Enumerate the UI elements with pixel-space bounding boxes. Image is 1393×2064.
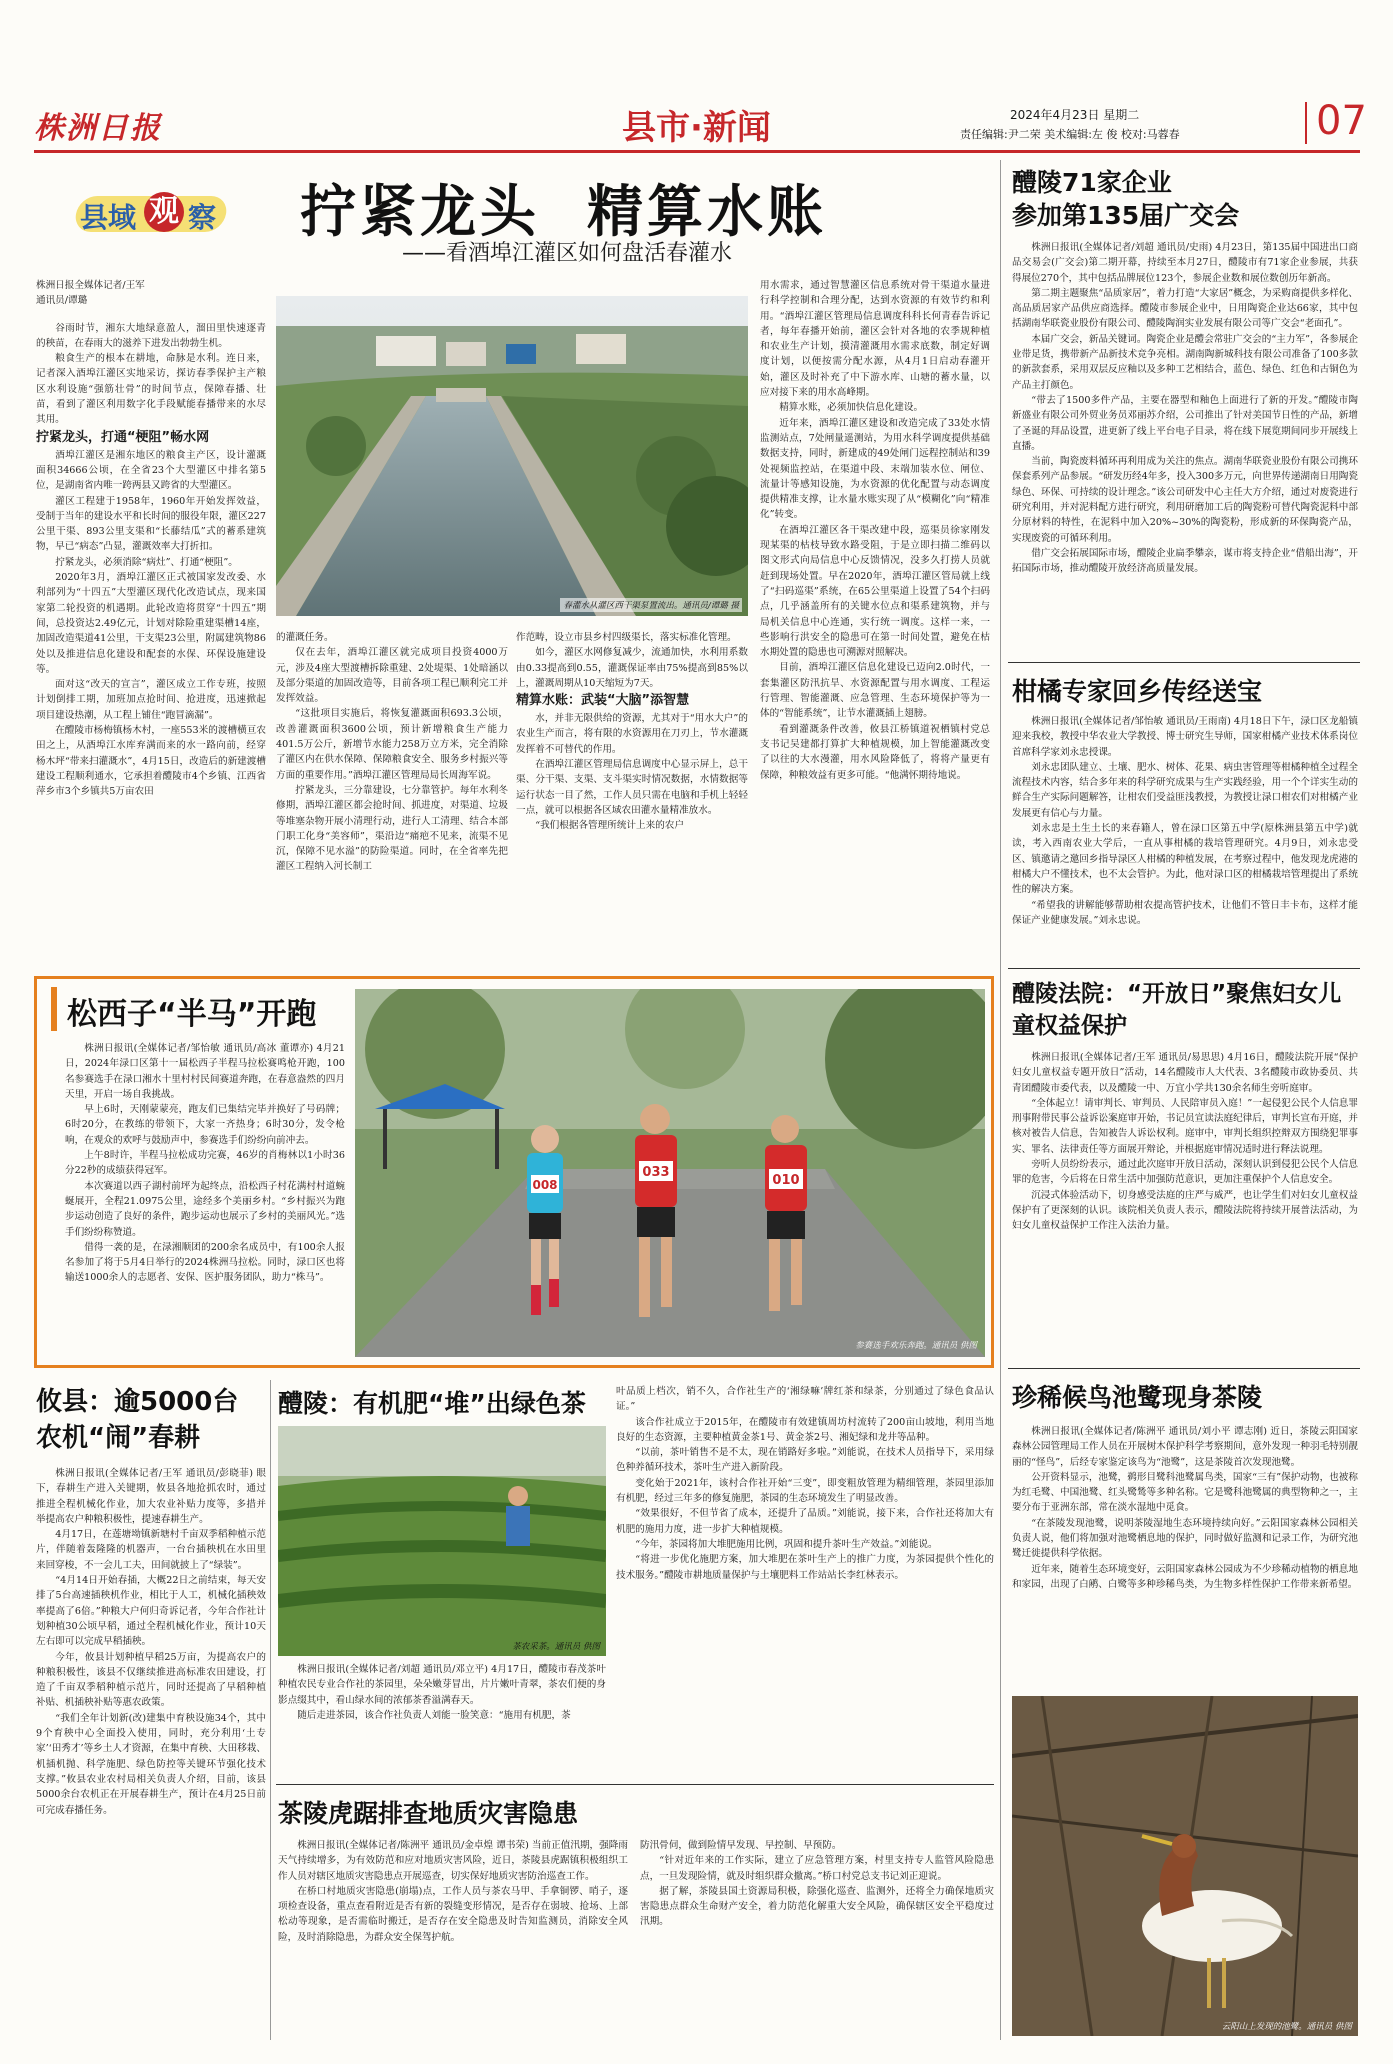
cantonfair-para: “带去了1500多件产品，主要在器型和釉色上面进行了新的开发。”醴陵市陶新盛业有限公司外贸业务员邓丽苏介绍，公司推出了针对美国节日性的产品，新增了圣诞的拜品设置，进更新了线上平台电子目录，将在线下展览期间同步开展线上直播。 [1012,394,1358,452]
lead-para: 近年来，酒埠江灌区建设和改造完成了33处水情监测站点，7处闸量遥测站，为用水科学调度提供基础数据支持，同时，新建成的49处闸门远程控制站和39处视频监控站，在渠道中段、末端加装水位、闸位、流量计等感知设施，为水资源的优化配置与动态调度提供精准支撑，让水量水账实现了从“模糊化”向“精准化”转变。 [760,417,990,521]
section-title [622,100,771,149]
masthead-rule [34,150,1360,153]
court-para: 株洲日报讯(全媒体记者/王军 通讯员/易思思) 4月16日，醴陵法院开展“保护妇女儿童权益专题开放日”活动，14名醴陵市人大代表、3名醴陵市政协委员、共青团醴陵市委代表，以及醴陵一中、万宜小学共130余名师生旁听庭审。 [1012,1052,1358,1094]
egret-para: “在茶陵发现池鹭，说明茶陵湿地生态环境持续向好。”云阳国家森林公园相关负责人说，他们将加强对池鹭栖息地的保护，同时做好监测和记录工作，为研究池鹭迁徙提供科学依据。 [1012,1517,1358,1560]
tea-photo [278,1426,606,1656]
chaling-para: 在桥口村地质灾害隐患(崩塌)点，工作人员与茶农马甲、手拿铜锣、哨子，逐项检查设备，重点查看附近是否有新的裂缝变形情况，是否存在弱坡、抢场、上部松动等现象，是否需临时搬迁，是否存在安全隐患及时告知监测员，消除安全风险，及时消除隐患，为群众安全保驾护航。 [278,1885,628,1943]
egret-para: 株洲日报讯(全媒体记者/陈洲平 通讯员/刘小平 谭志刚) 近日，茶陵云阳国家森林公园管理局工作人员在开展树木保护科学考察期间，意外发现一种羽毛特别靓丽的“怪鸟”，后经专家鉴定该鸟为“池鹭”，这是茶陵首次发现池鹭。 [1012,1426,1358,1468]
tea-para: 随后走进茶园，该合作社负责人刘能一脸笑意：“施用有机肥，茶 [297,1709,571,1721]
marathon-photo [355,989,985,1357]
lead-para: 在醴陵市杨梅镇杨木村，一座553米的渡槽横亘农田之上，从酒埠江水库弃满而来的水一路向前，经穿杨木坪“带来扫灌溉水”，4月15日，改造后的新建渡槽建设工程顺利通水，它承担着醴陵市4个乡镇、江西省萍乡市3个乡镇共5万亩农田 [36,725,266,798]
tea-para: “以前，茶叶销售不是不太，现在销路好多啦。”刘能说，在技术人员指导下，采用绿色种养循环技术，茶叶生产进入新阶段。 [616,1447,994,1474]
lead-para: 仅在去年，酒埠江灌区就完成项目投资4000万元，涉及4座大型渡槽拆除重建、2处堤渠、1处暗涵以及部分渠道的加固改造等，目前各项工程已顺利完工并发挥效益。 [276,647,508,705]
tea-para: “今年，茶园将加大堆肥施用比例，巩固和提升茶叶生产效益。”刘能说。 [635,1538,938,1550]
egret-headline: 珍稀候鸟池鹭现身茶陵 [1012,1383,1263,1412]
tea-para: 该合作社成立于2015年，在醴陵市有效建镇周坊村流转了200亩山坡地，利用当地良好的生态资源，主要种植黄金茶1号、黄金茶2号、湘妃绿和龙井等品种。 [616,1416,994,1443]
marathon-body [65,1041,345,1363]
lead-subtitle: ——看酒埠江灌区如何盘活春灌水 [402,241,733,266]
section-label: 县市·新闻 [622,108,771,148]
bib-number: 008 [532,1178,558,1192]
tea-para: 株洲日报讯(全媒体记者/刘超 通讯员/邓立平) 4月17日，醴陵市春茂茶叶种植农民专业合作社的茶园里，朵朵嫩芽冒出，片片嫩叶青翠，茶农们便的身影点缀其中，看山绿水间的浓郁茶香溢满春天。 [278,1664,606,1706]
tea-para: “将进一步优化施肥方案，加大堆肥在茶叶生产上的推广力度，为茶园提供个性化的技术服务。”醴陵市耕地质量保护与土壤肥料工作站站长李红林表示。 [616,1554,994,1581]
lead-para: 2020年3月，酒埠江灌区正式被国家发改委、水利部列为“十四五”大型灌区现代化改造试点，现来国家第二轮投资的机遇期。此轮改造将贯穿“十四五”期间，总投资达2.49亿元，计划对除险重建渠槽14座，加固改造渠道41公里，干支渠23公里，附属建筑物86处以及推进信息化建设和配套的水保、环保设施建设等。 [36,572,266,675]
citrus-para: 刘永忠团队建立、土壤、肥水、树体、花果、病虫害管理等柑橘种植全过程全流程技术内容，结合多年来的科学研究成果与生产实践经验，用一个个详实生动的鲜合生产实际问题解答，让柑农们受益匪浅教授，为教授让渌口柑农们对柑橘产业发展更有信心与力量。 [1012,761,1358,819]
lead-para: 看到灌溉条件改善，攸县江桥镇道祝栖镇村党总支书记吴建都打算扩大种植规模，加上智能灌溉改变了以往的大水漫灌，用水风险降低了，将将产量更有保障，种粮效益有更多可能。“他满怀期待地说。 [760,723,990,781]
tea-para: 叶品质上档次，销不久，合作社生产的‘湘绿嘛’牌红茶和绿茶，分别通过了绿色食品认证。” [616,1386,994,1413]
lead-para: 精算水账，必须加快信息化建设。 [779,402,924,414]
lead-para: 作范畴，设立市县乡村四级渠长，落实标准化管理。 [516,632,737,643]
runners-illustration [355,989,985,1357]
newspaper-logo: 株洲日报 [34,111,162,146]
cantonfair-body [1012,240,1358,660]
lead-para: “我们根据各管理所统计上来的农户 [535,820,684,832]
egret-photo-caption: 云阳山上发现的池鹭。通讯员 供图 [1221,2022,1352,2032]
lead-para: 拧紧龙头，必须消除“病灶”、打通“梗阻”。 [55,556,238,568]
cantonfair-para: 本届广交会，新品关键词。陶瓷企业是醴会常驻广交会的“主力军”，各参展企业带足货，携带新产品新技术竞争亮相。湖南陶新城科技有限公司准备了100多款的新款套系，采用双层反应釉以及多种工艺相结合，蓝色、绿色、红色和古铜色为产品主打颜色。 [1012,333,1358,391]
marathon-para: 本次赛道以西子湖村前坪为起终点，沿松西子村花满村村道蜿蜒展开，全程21.0975公里，途经多个美丽乡村。“乡村振兴为跑步运动创造了良好的条件，跑步运动也展示了乡村的美丽风光。”选手们纷纷称赞道。 [65,1180,345,1238]
lead-para: 拧紧龙头，三分靠建设，七分靠管护。每年水利冬修期，酒埠江灌区都会抢时间、抓进度，对渠道、垃圾等堆塞杂物开展小清理行动，进行人工清理、结合本部门职工化身“美容师”，渠沿边“痛疤不见来，流渠不见沉，保障不见水溢”的防险渠道。同时，在全省率先把灌区工程纳入河长制工 [276,784,508,873]
cantonfair-headline: 醴陵71家企业 参加第135届广交会 [1012,168,1240,230]
lead-column-2 [276,630,508,965]
youxian-para: “我们全年计划新(改)建集中育秧设施34个，其中9个育秧中心全面投入使用，同时，充分利用‘土专家’‘田秀才’等乡土人才资源，在集中育秧、大田移栽、机插机抛、科学施肥、绿色防控等关键环节强化技术支撑。”攸县农业农村局相关负责人介绍，目前，该县5000余台农机正在开展春耕生产，预计在4月25日前可完成春播任务。 [36,1712,266,1816]
lead-para: 谷雨时节，湘东大地绿意盈人，溜田里快速逐青的秧苗，在春雨大的滋养下进发出勃勃生机。 [36,322,266,349]
lead-para: 水，并非无限供给的资源，尤其对于“用水大户”的农业生产而言，将有限的水资源用在刀刃上，节水灌溉发挥着不可替代的作用。 [516,713,748,755]
court-headline: 醴陵法院：“开放日”聚焦妇女儿童权益保护 [1012,981,1342,1039]
lead-para: 酒埠江灌区是湘东地区的粮食主产区，设计灌溉面积34666公顷，在全省23个大型灌区中排名第5位，是湖南省内唯一跨两县又跨省的大型灌区。 [36,449,266,492]
egret-photo [1012,1696,1358,2036]
tea-para: “效果很好，不但节省了成本，还提升了品质。”刘能说，接下来，合作社还将加大有机肥的施用力度，进一步扩大种植规模。 [616,1508,994,1535]
citrus-para: “希望我的讲解能够帮助柑农提高管护技术，让他们不管日丰卡布，这样才能保证产业健康发展。”刘永忠说。 [1012,899,1358,926]
lead-para: 的灌溉任务。 [276,632,334,643]
badge-left: 县域 [80,201,137,234]
chaling-body-2 [640,1838,994,2038]
tea-photo-caption: 茶农采茶。通讯员 供图 [512,1642,600,1652]
citrus-para: 株洲日报讯(全媒体记者/邹怡敏 通讯员/王雨南) 4月18日下午，渌口区龙船镇迎来我校，教授中华农业大学教授、博士研究生导师，国家柑橘产业技术体系岗位首席科学家刘永忠授课。 [1012,716,1358,758]
citrus-headline: 柑橘专家回乡传经送宝 [1012,677,1263,706]
badge-mid: 观 [144,192,184,232]
lead-para: 粮食生产的根本在耕地，命脉是水利。连日来，记者深入酒埠江灌区实地采访，探访春季保护主产粮区水利设施“强筋壮骨”的时间节点，保障春播、壮苗，看到了灌区利用数字化手段赋能春播带来的水尽其用。 [36,353,266,426]
bib-number: 033 [642,1165,670,1180]
lead-subhead-1: 拧紧龙头，打通“梗阻”畅水网 [36,429,210,445]
marathon-photo-caption: 参赛选手欢乐奔跑。通讯员 供图 [855,1341,977,1351]
chaling-para: 株洲日报讯(全媒体记者/陈洲平 通讯员/金卓煌 谭书荣) 当前正值汛期，强降雨天气持续增多，为有效防范和应对地质灾害风险，近日，茶陵县虎踞镇积极组织工作人员对辖区地质灾害隐患点开展巡查，切实保好地质灾害防治巡查工作。 [278,1840,628,1882]
tea-para: 变化始于2021年，该村合作社开始“三变”，即变粗放管理为精细管理，茶园里添加有机肥，经过三年多的修复施肥，茶园的生态环境发生了明显改善。 [616,1477,994,1505]
lead-para: 在酒埠江灌区各干渠改建中段，巡渠员徐家刚发现某渠的枯枝导致水路受阻，于是立即扫描二维码以图文形式向局信息中心反馈情况，没多久打捞人员就赶到现场处置。早在2020年，酒埠江灌区管局就上线了“扫码巡渠”系统，在65公里渠道上设置了54个扫码点，几乎涵盖所有的关键水位点和渠系建筑物，并与局机关信息中心连通，实行统一调度。这样一来，一些影响行洪安全的隐患可在第一时间处置，避免在枯水期处置的隐患也可溯源对照解决。 [760,524,990,659]
youxian-para: 株洲日报讯(全媒体记者/王军 通讯员/彭晓菲) 眼下，春耕生产进入关键期，攸县各地抢抓农时，通过推进全程机械化作业，加大农业补贴力度等，多措并举提高农户种粮积极性，提速春耕生产。 [36,1468,266,1525]
marathon-para: 上午8时许，半程马拉松成功完赛，46岁的肖梅林以1小时36分22秒的成绩获得冠军。 [65,1150,345,1177]
lead-column-3 [516,630,748,965]
chaling-para: “针对近年来的工作实际，建立了应急管理方案，村里支持专人监管风险隐患点，一旦发现险情，就及时组织群众撤离。”桥口村党总支书记刘正迎说。 [640,1855,994,1882]
marathon-para: 株洲日报讯(全媒体记者/邹怡敏 通讯员/高冰 董谭亦) 4月21日，2024年渌口区第十一届松西子半程马拉松赛鸣枪开跑，100名参赛选手在渌口湘水十里村村民间赛道奔跑，在春意盎然的四月天里，开启一场自我挑战。 [65,1043,345,1100]
section-rule [276,1784,994,1785]
lead-subhead-2: 精算水账：武装“大脑”添智慧 [516,693,690,709]
egret-para: 公开资料显示，池鹭，鹈形目鹭科池鹭属鸟类，国家“三有”保护动物，也被称为红毛鹭、中国池鹭、红头鹭鸶等多种名称。它是鹭科池鹭属的典型物种之一，主要分布于亚洲东部，常在淡水湿地中觅食。 [1012,1471,1358,1514]
lead-para: “这批项目实施后，将恢复灌溉面积693.3公顷，改善灌溉面积3600公顷，预计新增粮食生产能力401.5万公斤，新增节水能力258万立方米，完全消除了灌区内在供水保障、保障粮食安全、服务乡村振兴等方面的重要作用。”酒埠江灌区管理局局长周海军说。 [276,708,508,781]
canal-photo [276,296,748,616]
chaling-headline: 茶陵虎踞排查地质灾害隐患 [278,1799,579,1828]
lead-byline: 株洲日报全媒体记者/王军 通讯员/谭璐 [36,280,145,307]
tea-field-illustration [278,1426,606,1656]
cantonfair-para: 第二期主题聚焦“品质家居”，着力打造“大家居”概念，为采购商提供多样化、高品质居家产品供应商选择。醴陵市参展企业中，日用陶瓷企业达66家，其中包括湖南华联瓷业股份有限公司、醴陵陶润实业发展有限公司等广交会“老面孔”。 [1012,287,1358,330]
egret-body [1012,1424,1358,1688]
right-column-divider [1000,160,1001,2040]
court-para: “全体起立！请审判长、审判员、人民陪审员入庭！”一起侵犯公民个人信息罪刑事附带民事公益诉讼案庭审开始，书记员宣读法庭纪律后，审判长宣布开庭，并核对被告人信息，告知被告人诉讼权利。庭审中，审判长组织控辩双方围绕犯罪事实、罪名、法律责任等方面展开辩论，并根据庭审情况适时进行释法说理。 [1012,1097,1358,1155]
youxian-para: 今年，攸县计划种植早稻25万亩，为提高农户的种粮积极性，该县不仅继续推进高标准农田建设，打造了千亩双季稻种植示范片，同时还提高了早稻种植补贴、机插秧补贴等惠农政策。 [36,1651,266,1709]
lead-para: 灌区工程建于1958年，1960年开始发挥效益，受制于当年的建设水平和长时间的服役年限，灌区227公里干渠、893公里支渠和“长藤结瓜”式的蓄系建筑物，早已“病态”凸显，灌溉效率大打折扣。 [36,495,266,553]
section-rule [1008,1368,1360,1369]
court-para: 旁听人员纷纷表示，通过此次庭审开放日活动，深刻认识到侵犯公民个人信息罪的危害，今后将在日常生活中加强防范意识，更加注重保护个人信息安全。 [1012,1159,1358,1186]
cantonfair-para: 当前，陶瓷废料循环再利用成为关注的焦点。湖南华联瓷业股份有限公司携环保套系列产品参展。“研发历经4年多，投入300多万元，向世界传递湖南日用陶瓷绿色、环保、可持续的设计理念。”该公司研发中心主任大方介绍，通过对废瓷进行研究利用，并对泥料配方进行研究，利用研磨加工后的陶瓷粉可替代陶瓷泥料中部分原材料的特性，在泥料中加入20%~30%的陶瓷粉，形成新的环保陶瓷产品，实现废瓷的可循环利用。 [1012,456,1358,544]
lead-para: 如今，灌区水网修复减少，流通加快，水利用系数由0.33提高到0.55，灌溉保证率由75%提高到85%以上，灌溉周期从10天缩短为7天。 [516,647,748,689]
lead-para: 在酒埠江灌区管理局信息调度中心显示屏上，总干渠、分干渠、支渠、支斗渠实时情况数据，水情数据等运行状态一目了然，工作人员只需在电脑和手机上轻轻一点，就可以根据各区域农田灌水量精准放水。 [516,759,748,816]
marathon-para: 早上6时，天刚蒙蒙亮，跑友们已集结完毕并换好了号码牌；6时20分，在教练的带领下，大家一齐热身；6时30分，发令枪响，在观众的欢呼与鼓励声中，参赛选手们纷纷向前冲去。 [65,1104,345,1146]
page-number: 07 [1316,98,1367,144]
chaling-para: 据了解，茶陵县国土资源局积极，除强化巡查、监测外，还将全力确保地质灾害隐患点群众生命财产安全，着力防范化解重大安全风险，确保辖区安全平稳度过汛期。 [640,1885,994,1928]
column-divider [270,1380,271,2040]
citrus-body [1012,714,1358,964]
page-divider [1305,102,1307,144]
court-para: 沉浸式体验活动下，切身感受法庭的庄严与威严，也让学生们对妇女儿童权益保护有了更深刻的认识。该院相关负责人表示，醴陵法院将持续开展普法活动，为妇女儿童权益保护工作注入法治力量。 [1012,1189,1358,1232]
canal-illustration [276,296,748,616]
bib-number: 010 [772,1173,800,1188]
marathon-para: 借得一袭的是，在渌湘顺团的200余名成员中，有100余人报名参加了将于5月4日举行的2024株洲马拉松。同时，渌口区也将输送1000余人的志愿者、安保、医护服务团队，助力“株马”。 [65,1241,345,1284]
issue-date: 2024年4月23日 星期二 [1010,108,1140,122]
lead-para: 用水需求，通过智慧灌区信息系统对骨干渠道水量进行科学控制和合理分配，达到水资源的有效节约和利用。“酒埠江灌区管理局信息调度科科长何青春告诉记者，每年春播开始前，灌区会针对各地的农季规种植和农业生产计划，摸清灌溉用水需求底数，制定好调度计划，以便按需分配水源，从4月1日启动春灌开始，灌区及时补充了中下游水库、山塘的蓄水量，以应对接下来的用水高峰期。 [760,280,990,399]
section-rule [1008,662,1360,663]
chaling-para: 防汛骨伺，做到险情早发现、早控制、早预防。 [640,1840,842,1851]
editor-credits: 责任编辑:尹二荣 美术编辑:左 俊 校对:马蓉春 [960,128,1180,141]
lead-headline: 拧紧龙头 精算水账 [300,180,827,245]
marathon-headline: 松西子“半马”开跑 [67,997,317,1032]
masthead [0,0,1393,160]
youxian-para: 4月17日，在莲塘坳镇新塘村千亩双季稻种植示范片，伴随着轰隆隆的机器声，一台台插秧机在水田里来回穿梭，不一会儿工夫，田间就披上了“绿装”。 [36,1529,266,1571]
tea-body-2 [616,1384,994,1779]
citrus-para: 刘永忠是土生土长的来春籍人，曾在渌口区第五中学(原株洲县第五中学)就读，考入西南农业大学后，一直从事柑橘的栽培管理研究。4月9日，刘永忠受区、镇邀请之邀回乡指导渌区人柑橘的种植发展，在考察过程中，他发现龙虎港的柑橘大户不懂技术，也不太会管护。为此，他对渌口区的柑橘栽培管理提出了系统性的解决方案。 [1012,823,1358,896]
lead-para: 面对这“改天的宣言”，灌区成立工作专班，按照计划倒排工期，加班加点抢时间、抢进度，迅速掀起项目建设热潮，从工程上铺住“跑冒滴漏”。 [36,679,266,721]
badge-right: 察 [188,201,217,234]
tea-headline: 醴陵：有机肥“堆”出绿色茶 [278,1389,586,1418]
egret-para: 近年来，随着生态环境变好，云阳国家森林公园成为不少珍稀动植物的栖息地和家园，出现了白鹇、白鹭等多种珍稀鸟类，为生物多样性保护工作带来新希望。 [1012,1563,1358,1590]
lead-para: 目前，酒埠江灌区信息化建设已迈向2.0时代，一套集灌区防汛抗旱、水资源配置与用水调度、工程运行管理、智能灌溉、应急管理、生态环境保护等为一体的“智能系统”，让节水灌溉插上翅膀。 [760,662,990,720]
egret-illustration [1012,1696,1358,2036]
cantonfair-para: 株洲日报讯(全媒体记者/刘超 通讯员/史雨) 4月23日，第135届中国进出口商品交易会(广交会)第二期开幕，持续至本月27日，醴陵市有71家企业参展，共获得展位270个，其中包括品牌展位123个，参展企业数和展位数创历年新高。 [1012,242,1358,284]
lead-column-right [760,278,990,963]
canal-photo-caption: 春灌水从灌区西干渠泵置流出。通讯员/谭璐 摄 [560,598,742,612]
youxian-body [36,1466,266,2038]
section-rule [1008,968,1360,969]
cantonfair-para: 借广交会拓展国际市场，醴陵企业扁季攀亲，谋市将支持企业“借船出海”，开拓国际市场，推动醴陵开放经济高质量发展。 [1012,547,1358,575]
court-body [1012,1050,1358,1360]
youxian-headline: 攸县：逾5000台 农机“闹”春耕 [36,1387,239,1453]
youxian-para: “4月14日开始春插，大概22日之前结束，每天安排了5台高速插秧机作业，相比于人工，机械化插秧效率提高了6倍。”种粮大户何归奇诉记者，今年合作社计划种植30公顷早稻，通过全程机械化作业，预计10天左右即可以完成早稻插秧。 [36,1575,266,1648]
chaling-body-1 [278,1838,628,2038]
marathon-box [34,976,994,1368]
column-badge [76,190,236,236]
tea-body-1 [278,1662,606,1777]
